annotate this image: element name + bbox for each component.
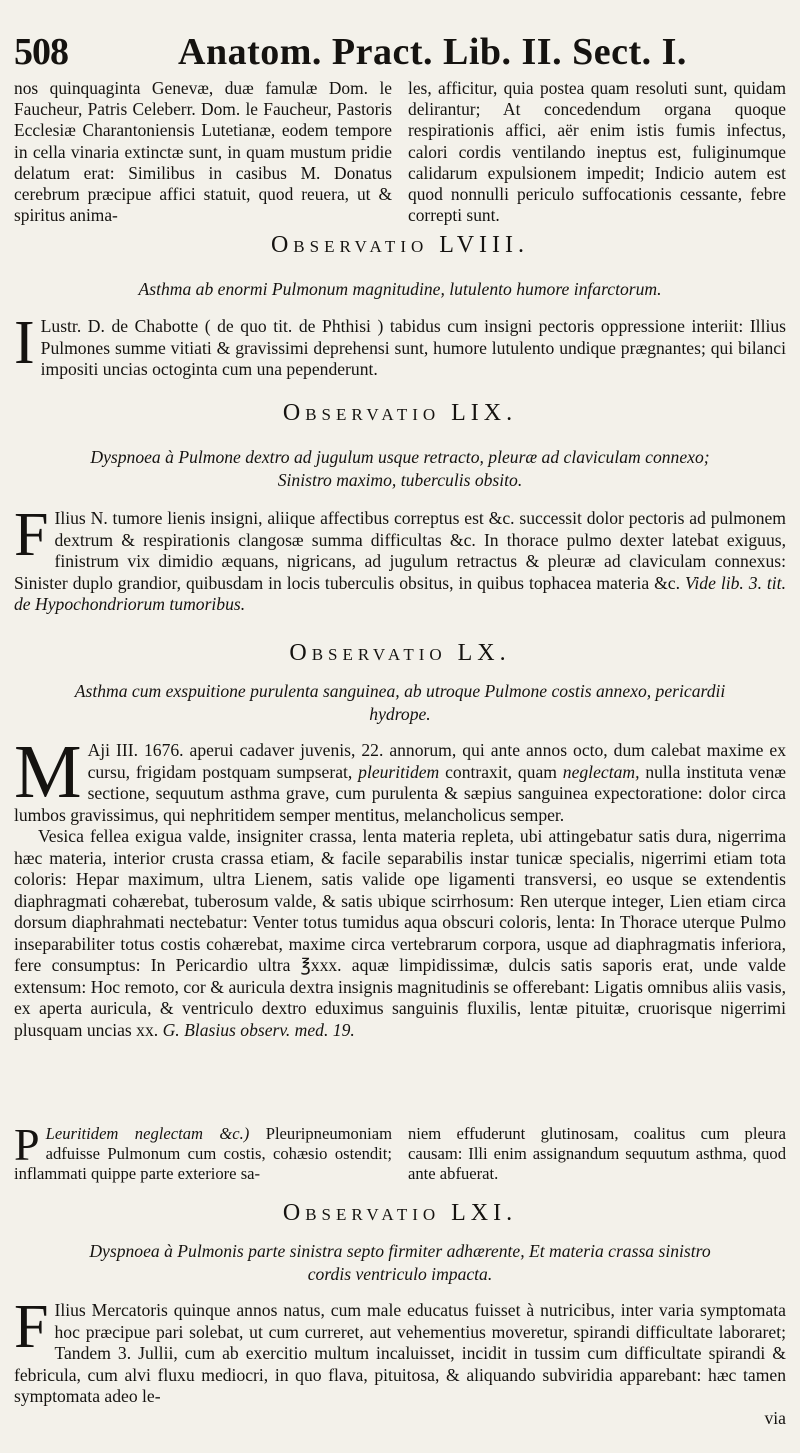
paragraph: Ilius Mercatoris quinque annos natus, cum male educatus fuisset à nutricibus, inter varia symptomata hoc præcipue pari solebat, ut cum curreret, aut vehementius moveretur, spirandi difficultate laboraret; Tandem 3. Jullii, cum ab exercitio multum incaluisset, incidit in tussim cum difficultate spirandi & febricula, cum alvi fluxu mediocri, in quo flava, pituitosa, & aliquando subviridia apparebant: hæc tamen symptomata adeo le- bbox=[14, 1300, 786, 1406]
observation-heading: Observatio LIX. bbox=[282, 400, 518, 426]
paragraph: niem effuderunt glutinosam, coalitus cum pleura causam: Illi enim assignandum sequutum asthma, quod ante abfuerat. bbox=[408, 1124, 786, 1183]
continued-text-columns bbox=[14, 78, 786, 226]
continued-left-column bbox=[14, 78, 392, 226]
paragraph: nulla instituta venæ sectione, sequutum asthma grave, cum purulenta & sæpius sanguinea expectoratione: dolor circa lumbos gravissimus, qui nephritidem semper mentitus, melancholicus semper. bbox=[14, 761, 786, 825]
observation-heading: Observatio LXI. bbox=[282, 1200, 518, 1226]
observation-subtitle: Asthma ab enormi Pulmonum magnitudine, lutulento humore infarctorum. bbox=[138, 279, 662, 299]
catchword: via bbox=[764, 1407, 786, 1428]
annotation-columns bbox=[14, 1119, 786, 1184]
annotation-lead: Leuritidem neglectam &c.) bbox=[45, 1124, 250, 1143]
page-number: 508 bbox=[14, 31, 68, 73]
emphasis: pleuritidem bbox=[358, 761, 440, 782]
book-page bbox=[14, 0, 786, 1453]
cross-reference: Vide lib. 3. tit. de Hypochondriorum tumoribus. bbox=[14, 572, 786, 614]
continued-right-column bbox=[408, 78, 786, 226]
paragraph: Lustr. D. de Chabotte ( de quo tit. de Phthisi ) tabidus cum insigni pectoris oppressione interiit: Illius Pulmones summe vitiati & gravissimi deprehensi sunt, humore lutulento undique prægnantes; qui bilanci impositi uncias octoginta cum una pependerunt. bbox=[40, 316, 786, 379]
paragraph: Vesica fellea exigua valde, insigniter crassa, lenta materia repleta, ubi attingebatur satis dura, nigerrima hæc materia, interior crusta crassa etiam, & facile separabilis instar tunicæ specialis, nigerrimi etiam tota coloris: Hepar maximum, ultra Lienem, satis valide ope ligamenti transversi, eo usque se extendentis diaphragmati cohærebat, tuberosum valde, & satis ubique scirrhosum: Ren uterque integer, Lien etiam circa dorsum diaphrahmati nectebatur: Venter totus tumidus aqua obscuri coloris, lenta: In Thorace uterque Pulmo inseparabiliter totus costis cohærebat, maxime circa vertebrarum corpora, usque ad diaphragmatis inferiora, fere consumptus: In Pericardio ultra ℥xxx. aquæ limpidissimæ, dulcis satis saporis erat, unde valde extensum: Hoc remoto, cor & auricula dextra insignis magnitudinis se offerebant: Ligatis omnibus aliis vasis, ex aperta auricula, & ventriculo dextro eduximus sanguinis fluxilis, lentæ pituitæ, cruorisque nigerrimi plusquam uncias xx. bbox=[14, 826, 786, 1040]
paragraph: contraxit, quam bbox=[445, 761, 557, 782]
drop-cap: F bbox=[14, 1293, 49, 1361]
observation-body bbox=[14, 309, 786, 381]
paragraph: Ilius N. tumore lienis insigni, aliique affectibus correptus est &c. successit dolor pectoris ad pulmonem dextrum & respirationis clangosæ summa difficultas &c. In thorace pulmo dexter latebat exiguus, finistrum vix dimidio æquans, nigricans, ad jugulum retractus & pleuræ ad claviculam connexus: Sinister duplo grandior, quibusdam in locis tuberculis obsitus, in quibus tophacea materia &c. bbox=[14, 508, 786, 593]
observation-heading: Observatio LVIII. bbox=[270, 232, 530, 258]
running-head bbox=[14, 30, 786, 80]
paragraph: nos quinquaginta Genevæ, duæ famulæ Dom. le Faucheur, Patris Celeberr. Dom. le Faucheur, Pastoris Ecclesiæ Charantoniensis Lutetianæ, eodem tempore in cella vinaria extinctæ sunt, in quam mustum pridie delatum erat: Similibus in casibus M. Donatus cerebrum præcipue affici statuit, quod reuera, ut & spiritus anima- bbox=[14, 78, 392, 226]
annotation-right-column bbox=[408, 1124, 786, 1184]
drop-cap: F bbox=[14, 501, 49, 569]
paragraph: les, afficitur, quia postea quam resoluti sunt, quidam delirantur; At concedendum organa quoque respirationis affici, aër enim istis fumis infectus, calori cordis ventilando ineptus est, fuliginumque calidarum expulsionem impedit; Indicio autem est quod nonnulli periculo suffocationis cessante, febre correpti sunt. bbox=[408, 78, 786, 226]
observation-subtitle: Dyspnoea à Pulmone dextro ad jugulum usque retracto, pleuræ ad claviculam connexo; Sinistro maximo, tuberculis obsito. bbox=[90, 447, 710, 490]
observation-body bbox=[14, 730, 786, 1041]
drop-cap: P bbox=[14, 1119, 40, 1170]
drop-cap: M bbox=[14, 730, 82, 814]
observation-body bbox=[14, 1293, 786, 1429]
drop-cap: I bbox=[14, 309, 35, 377]
emphasis: neglectam, bbox=[562, 761, 640, 782]
annotation-left-column bbox=[14, 1119, 392, 1184]
observation-heading: Observatio LX. bbox=[289, 640, 511, 666]
observation-subtitle: Dyspnoea à Pulmonis parte sinistra septo firmiter adhærente, Et materia crassa sinistro cordis ventriculo impacta. bbox=[89, 1241, 711, 1284]
source-reference: G. Blasius observ. med. 19. bbox=[162, 1019, 355, 1040]
running-title: Anatom. Pract. Lib. II. Sect. I. bbox=[178, 31, 687, 73]
paragraph: Pleuripneumoniam adfuisse Pulmonum cum costis, cohæsio ostendit; inflammati quippe parte exteriore sa- bbox=[14, 1124, 392, 1183]
observation-subtitle: Asthma cum exspuitione purulenta sanguinea, ab utroque Pulmone costis annexo, pericardii hydrope. bbox=[74, 681, 726, 724]
observation-body bbox=[14, 501, 786, 616]
paragraph: Aji III. 1676. aperui cadaver juvenis, 22. annorum, qui ante annos octo, dum calebat maxime ex cursu, frigidam postquam sumpserat, bbox=[87, 740, 786, 782]
